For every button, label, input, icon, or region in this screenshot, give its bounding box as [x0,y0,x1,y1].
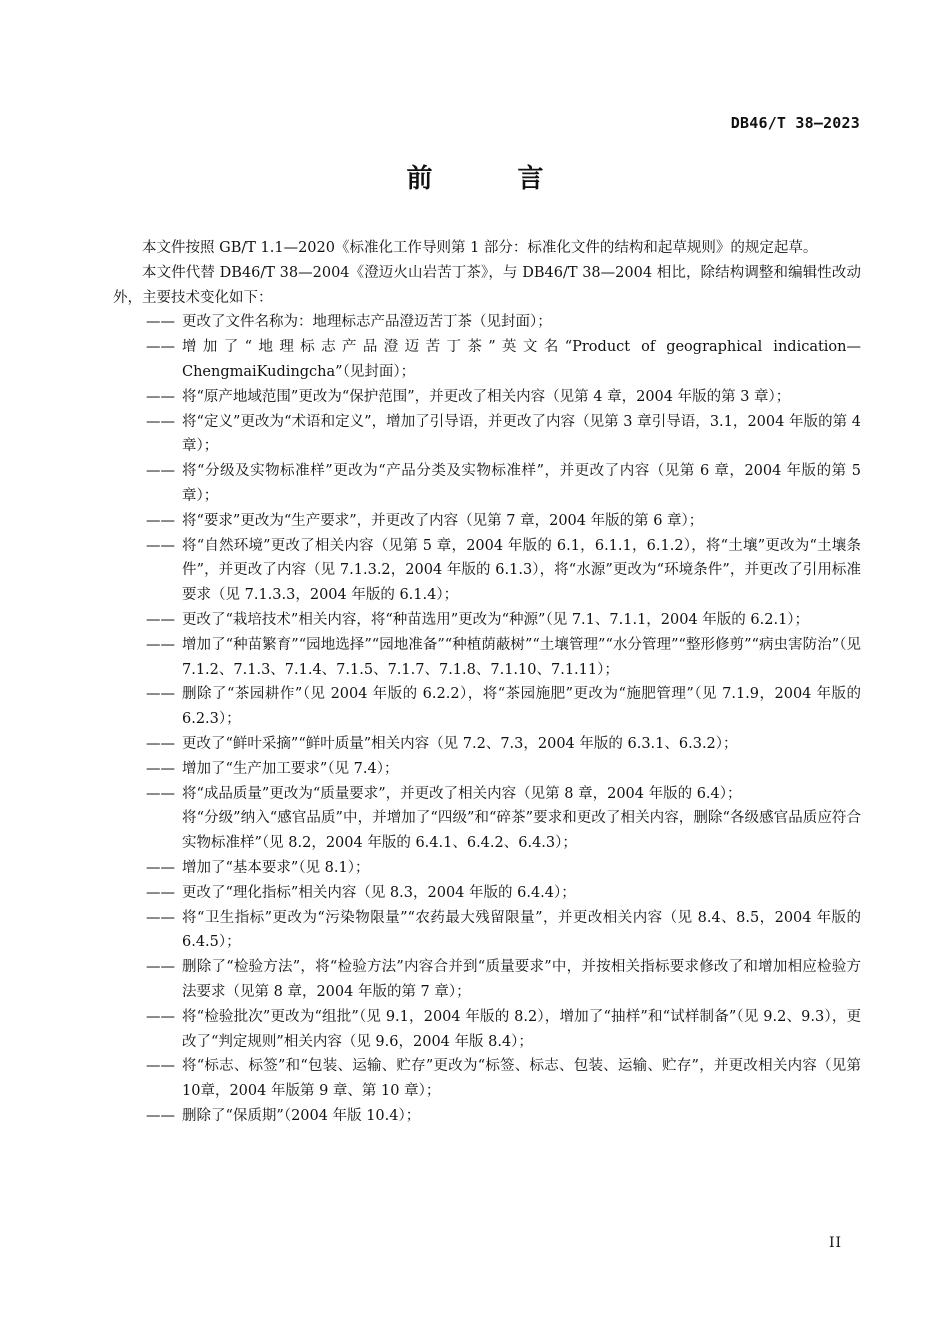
dash-marker: —— [146,463,175,480]
dash-marker: —— [146,1008,175,1025]
list-item [113,782,861,807]
list-item-text: 增加了“基本要求”（见 8.1）； [182,859,370,876]
list-item [113,732,861,757]
dash-marker: —— [146,512,175,529]
list-item-text: 更改了“栽培技术”相关内容，将“种苗选用”更改为“种源”（见 7.1、7.1.1，2004 年版的 6.2.1）； [182,611,810,628]
list-item-text: 删除了“保质期”（2004 年版 10.4）； [182,1107,421,1124]
dash-marker: —— [146,884,175,901]
page-number: II [828,1235,842,1251]
list-item-text: 将“检验批次”更改为“组批”（见 9.1，2004 年版的 8.2），增加了“抽样”和“试样制备”（见 9.2、9.3），更改了“判定规则”相关内容（见 9.6，2004 年版 8.4）； [182,1008,861,1050]
page-title: 前 言 [406,164,582,194]
dash-marker: —— [146,314,175,331]
list-item [113,385,861,410]
list-item-text: 更改了“理化指标”相关内容（见 8.3，2004 年版的 6.4.4）； [182,884,576,901]
list-item [113,856,861,881]
list-item [113,410,861,460]
dash-marker: —— [146,611,175,628]
list-item [113,459,861,509]
list-item-text: 增加了“种苗繁育”“园地选择”“园地准备”“种植荫蔽树”“土壤管理”“水分管理”“整形修剪”“病虫害防治”（见 7.1.2、7.1.3、7.1.4、7.1.5、7.1.7、7.1.8、7.1.10、7.1.11）； [182,636,861,678]
list-item [113,906,861,956]
list-item-text: 将“原产地域范围”更改为“保护范围”，并更改了相关内容（见第 4 章，2004 年版的第 3 章）； [182,388,791,405]
list-item [113,1005,861,1055]
foreword-body [113,236,861,1129]
list-item-text: 删除了“检验方法”，将“检验方法”内容合并到“质量要求”中，并按相关指标要求修改了和增加相应检验方法要求（见第 8 章，2004 年版的第 7 章）； [182,959,861,1000]
dash-marker: —— [146,1107,175,1124]
list-item-continuation: 将“分级”纳入“感官品质”中，并增加了“四级”和“碎茶”要求和更改了相关内容，删除“各级感官品质应符合实物标准样”（见 8.2，2004 年版的 6.4.1、6.4.2、6.4.3）； [182,810,861,852]
list-item [113,955,861,1005]
list-item-text: 将“自然环境”更改了相关内容（见第 5 章，2004 年版的 6.1，6.1.1，6.1.2），将“土壤”更改为“土壤条件”，并更改了内容（见 7.1.3.2，2004 年版的 6.1.3），将“水源”更改为“环境条件”，并更改了引用标准要求（见 7.1.3.3，2004 年版的 6.1.4）； [182,537,861,604]
dash-marker: —— [146,339,175,356]
dash-marker: —— [146,388,175,405]
list-item [113,881,861,906]
dash-marker: —— [146,785,175,802]
paragraph: 本文件代替 DB46/T 38—2004《澄迈火山岩苦丁茶》，与 DB46/T 38—2004 相比，除结构调整和编辑性改动外，主要技术变化如下： [113,264,861,306]
dash-marker: —— [146,1058,175,1075]
list-item [113,534,861,608]
dash-marker: —— [146,636,175,653]
list-item [113,335,861,385]
dash-marker: —— [146,413,175,430]
list-item-text: 将“卫生指标”更改为“污染物限量”“农药最大残留限量”，并更改相关内容（见 8.4、8.5，2004 年版的 6.4.5）； [182,909,861,951]
document-code: DB46/T 38—2023 [730,114,860,132]
list-item-text: 更改了“鲜叶采摘”“鲜叶质量”相关内容（见 7.2、7.3，2004 年版的 6.3.1、6.3.2）； [182,735,738,752]
list-item [113,633,861,683]
list-item [113,1054,861,1104]
list-item [113,608,861,633]
dash-marker: —— [146,686,175,703]
list-item-text: 增加了“地理标志产品澄迈苦丁茶”英文名“Product of geographical indication—ChengmaiKudingcha”（见封面）； [182,339,861,380]
dash-marker: —— [146,909,175,926]
dash-marker: —— [146,959,175,976]
list-item [113,757,861,782]
dash-marker: —— [146,537,175,554]
dash-marker: —— [146,859,175,876]
list-item-text: 更改了文件名称为：地理标志产品澄迈苦丁茶（见封面）； [182,314,552,331]
dash-marker: —— [146,760,175,777]
list-item [113,1104,861,1129]
dash-marker: —— [146,735,175,752]
list-item-text: 删除了“茶园耕作”（见 2004 年版的 6.2.2），将“茶园施肥”更改为“施肥管理”（见 7.1.9，2004 年版的 6.2.3）； [182,686,861,728]
paragraph: 本文件按照 GB/T 1.1—2020《标准化工作导则第 1 部分：标准化文件的结构和起草规则》的规定起草。 [142,240,818,256]
list-item-text: 将“标志、标签”和“包装、运输、贮存”更改为“标签、标志、包装、运输、贮存”，并更改相关内容（见第10章，2004 年版第 9 章、第 10 章）； [182,1058,861,1100]
list-item-text: 将“要求”更改为“生产要求”，并更改了内容（见第 7 章，2004 年版的第 6 章）； [182,512,704,529]
list-item-text: 将“定义”更改为“术语和定义”，增加了引导语，并更改了内容（见第 3 章引导语，3.1，2004 年版的第 4 章）； [182,413,861,455]
list-item-text: 将“分级及实物标准样”更改为“产品分类及实物标准样”，并更改了内容（见第 6 章，2004 年版的第 5 章）； [182,463,861,504]
list-item-text: 增加了“生产加工要求”（见 7.4）； [182,760,399,777]
list-item [113,310,861,335]
list-item [113,509,861,534]
list-item-text: 将“成品质量”更改为“质量要求”，并更改了相关内容（见第 8 章，2004 年版的 6.4）； [182,785,742,802]
list-item [113,682,861,732]
